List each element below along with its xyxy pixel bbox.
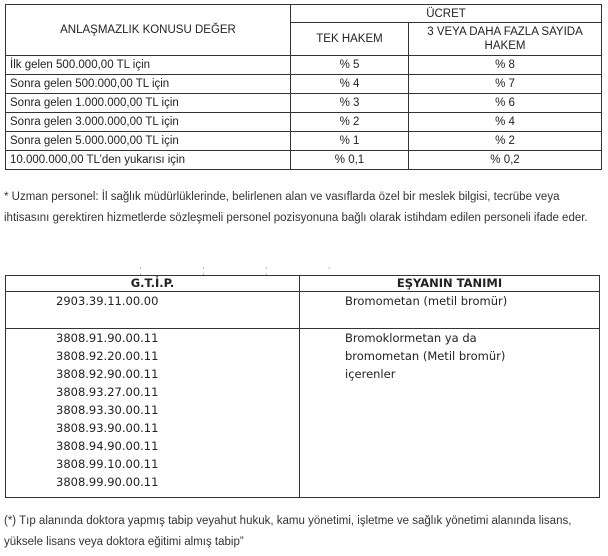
fee-row-multi: % 2 bbox=[409, 132, 602, 151]
gtip-code: 3808.93.27.00.11 bbox=[56, 385, 159, 399]
goods-description-cell bbox=[300, 329, 600, 498]
fee-row-label: Sonra gelen 3.000.000,00 TL için bbox=[6, 113, 291, 132]
fee-row bbox=[6, 75, 602, 94]
gtip-code: 3808.92.90.00.11 bbox=[56, 367, 159, 381]
gtip-entry bbox=[6, 292, 600, 329]
gtip-code: 3808.91.90.00.11 bbox=[56, 331, 159, 345]
goods-description: Bromometan (metil bromür) bbox=[345, 294, 508, 308]
goods-description: Bromoklormetan ya da bromometan (Metil bromür) içerenler bbox=[345, 331, 506, 381]
fee-row-multi: % 0,2 bbox=[409, 151, 602, 170]
fee-row bbox=[6, 94, 602, 113]
fee-row-label: Sonra gelen 500.000,00 TL için bbox=[6, 75, 291, 94]
fee-row-multi: % 8 bbox=[409, 56, 602, 75]
subject-value-header: ANLAŞMAZLIK KONUSU DEĞER bbox=[6, 5, 291, 56]
gtip-table bbox=[5, 275, 600, 498]
goods-description-cell bbox=[300, 292, 600, 329]
fee-row-multi: % 4 bbox=[409, 113, 602, 132]
fee-row-label: 10.000.000,00 TL’den yukarısı için bbox=[6, 151, 291, 170]
fee-row-multi: % 7 bbox=[409, 75, 602, 94]
fee-row-single: % 5 bbox=[291, 56, 409, 75]
gtip-code: 3808.92.20.00.11 bbox=[56, 349, 159, 363]
gtip-code: 2903.39.11.00.00 bbox=[56, 294, 159, 308]
gtip-entry bbox=[6, 329, 600, 498]
cut-off-marks: ' ' ' ' ' ' ' bbox=[140, 268, 360, 280]
gtip-code-list bbox=[6, 329, 300, 498]
gtip-code: 3808.93.30.00.11 bbox=[56, 403, 159, 417]
doctorate-note: (*) Tıp alanında doktora yapmış tabip veyahut hukuk, kamu yönetimi, işletme ve sağlık yönetimi alanında lisans, yüksele lisans veya doktora eğitimi almış tabip” bbox=[4, 515, 572, 548]
goods-description-header: EŞYANIN TANIMI bbox=[300, 276, 600, 292]
fee-row-single: % 3 bbox=[291, 94, 409, 113]
fee-row-single: % 1 bbox=[291, 132, 409, 151]
single-arbitrator-header: TEK HAKEM bbox=[291, 23, 409, 56]
fee-row-single: % 0,1 bbox=[291, 151, 409, 170]
fee-header: ÜCRET bbox=[291, 5, 602, 23]
fee-row-single: % 4 bbox=[291, 75, 409, 94]
gtip-code-list bbox=[6, 292, 300, 329]
multi-arbitrator-header: 3 VEYA DAHA FAZLA SAYIDA HAKEM bbox=[409, 23, 602, 56]
fee-row-single: % 2 bbox=[291, 113, 409, 132]
gtip-code: 3808.99.10.00.11 bbox=[56, 457, 159, 471]
fee-row bbox=[6, 132, 602, 151]
gtip-code: 3808.94.90.00.11 bbox=[56, 439, 159, 453]
fee-row-label: Sonra gelen 1.000.000,00 TL için bbox=[6, 94, 291, 113]
arbitration-fee-table bbox=[5, 4, 602, 170]
fee-row bbox=[6, 151, 602, 170]
fee-row-multi: % 6 bbox=[409, 94, 602, 113]
fee-row-label: İlk gelen 500.000,00 TL için bbox=[6, 56, 291, 75]
gtip-code-header: G.T.İ.P. bbox=[6, 276, 300, 292]
fee-row bbox=[6, 56, 602, 75]
gtip-code: 3808.93.90.00.11 bbox=[56, 421, 159, 435]
gtip-code: 3808.99.90.00.11 bbox=[56, 475, 159, 489]
fee-row bbox=[6, 113, 602, 132]
fee-row-label: Sonra gelen 5.000.000,00 TL için bbox=[6, 132, 291, 151]
expert-personnel-note: * Uzman personel: İl sağlık müdürlüklerinde, belirlenen alan ve vasıflarda özel bir meslek bilgisi, tecrübe veya ihtisasını gerektiren hizmetlerde sözleşmeli personel pozisyonuna bağlı olarak istihdam edilen personeli ifade eder. bbox=[4, 191, 588, 224]
